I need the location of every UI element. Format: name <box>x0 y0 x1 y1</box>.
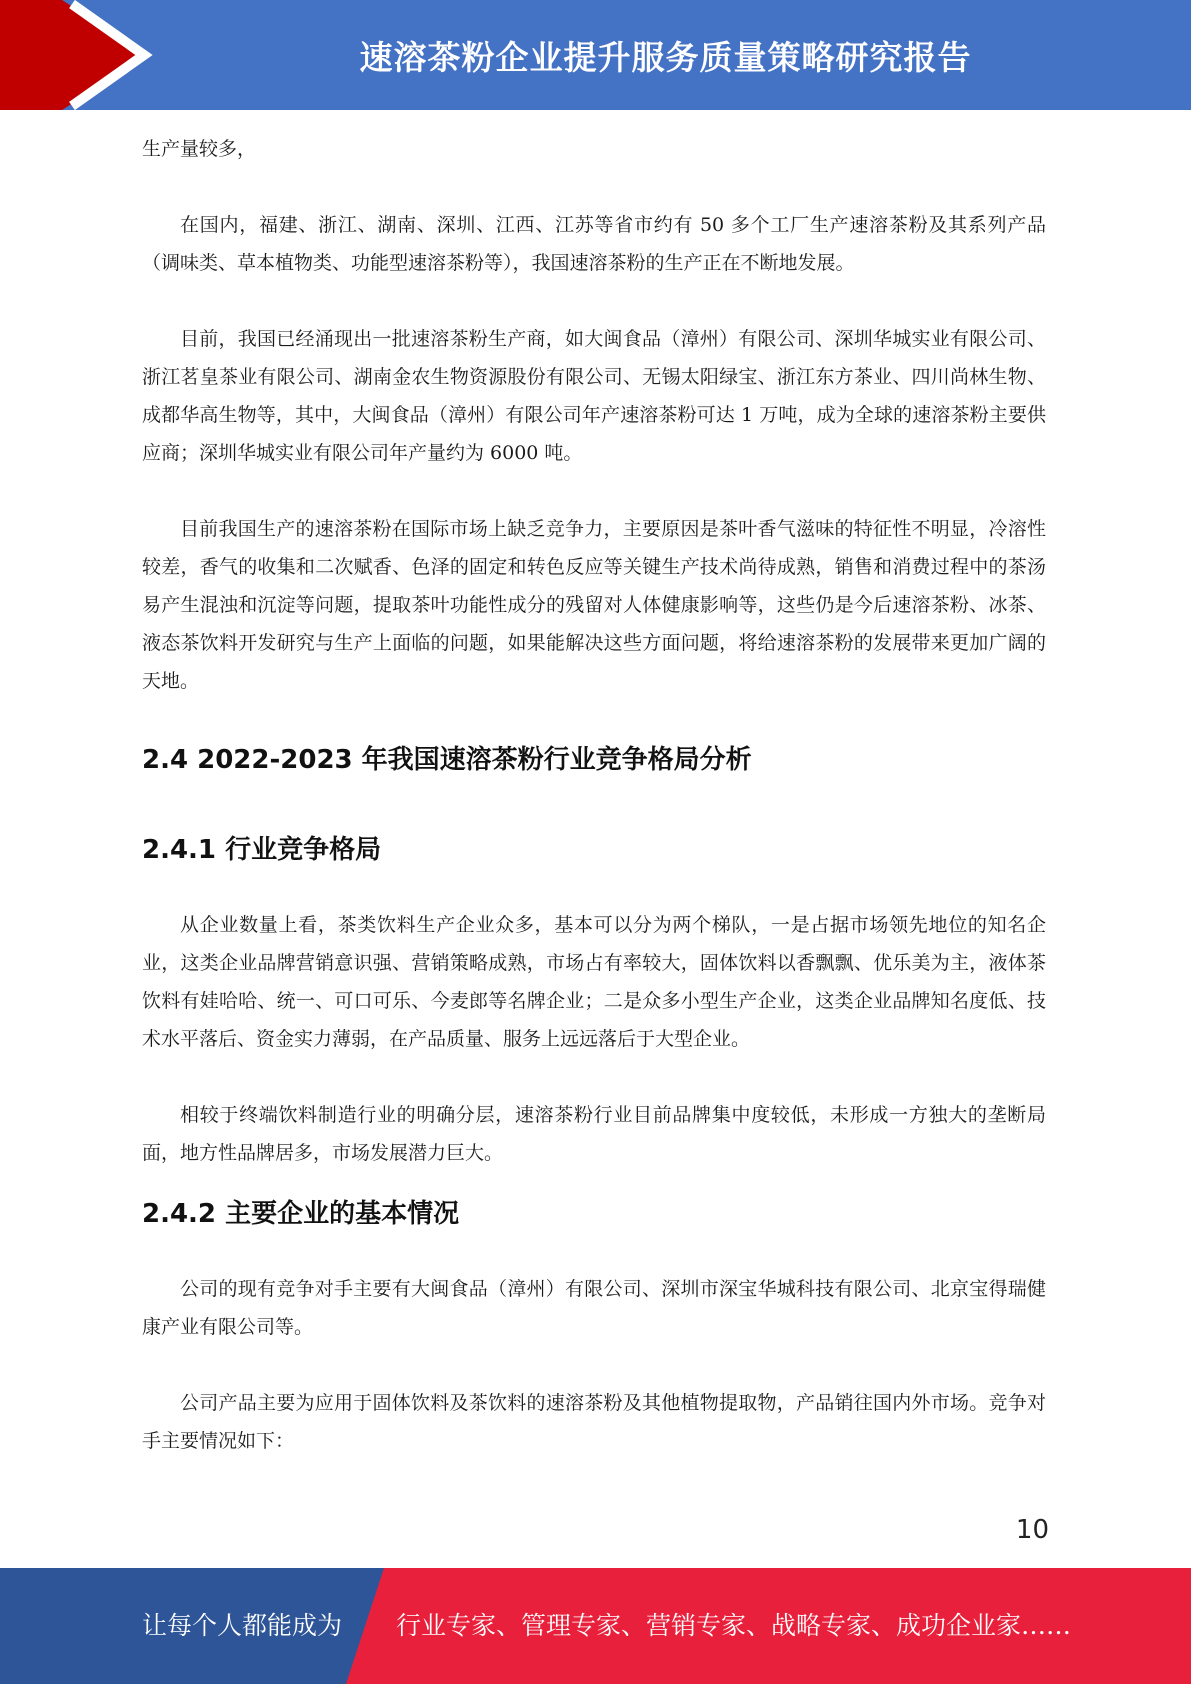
paragraph-competitiveness: 目前我国生产的速溶茶粉在国际市场上缺乏竞争力，主要原因是茶叶香气滋味的特征性不明显，冷溶性较差，香气的收集和二次赋香、色泽的固定和转色反应等关键生产技术尚待成熟，销售和消费过程中的茶汤易产生混浊和沉淀等问题，提取茶叶功能性成分的残留对人体健康影响等，这些仍是今后速溶茶粉、冰茶、液态茶饮料开发研究与生产上面临的问题，如果能解决这些方面问题，将给速溶茶粉的发展带来更加广阔的天地。 <box>142 518 1046 692</box>
page-header <box>0 0 1191 110</box>
paragraph-competitors: 公司的现有竞争对手主要有大闽食品（漳州）有限公司、深圳市深宝华城科技有限公司、北京宝得瑞健康产业有限公司等。 <box>142 1278 1046 1338</box>
report-title: 速溶茶粉企业提升服务质量策略研究报告 <box>359 37 972 77</box>
section-heading-2-4-2: 2.4.2 主要企业的基本情况 <box>142 1199 460 1229</box>
footer-slogan-left: 让每个人都能成为 <box>142 1611 343 1640</box>
paragraph-continuation: 生产量较多， <box>142 138 257 160</box>
page-content <box>142 130 1046 1460</box>
paragraph-industry-tiers: 从企业数量上看，茶类饮料生产企业众多，基本可以分为两个梯队，一是占据市场领先地位的知名企业，这类企业品牌营销意识强、营销策略成熟，市场占有率较大，固体饮料以香飘飘、优乐美为主，液体茶饮料有娃哈哈、统一、可口可乐、今麦郎等名牌企业；二是众多小型生产企业，这类企业品牌知名度低、技术水平落后、资金实力薄弱，在产品质量、服务上远远落后于大型企业。 <box>142 914 1046 1050</box>
page-footer <box>0 1568 1191 1684</box>
section-heading-2-4-1: 2.4.1 行业竞争格局 <box>142 835 382 865</box>
paragraph-brand-concentration: 相较于终端饮料制造行业的明确分层，速溶茶粉行业目前品牌集中度较低，未形成一方独大的垄断局面，地方性品牌居多，市场发展潜力巨大。 <box>142 1104 1046 1164</box>
paragraph-products: 公司产品主要为应用于固体饮料及茶饮料的速溶茶粉及其他植物提取物，产品销往国内外市场。竞争对手主要情况如下： <box>142 1392 1046 1452</box>
paragraph-producers: 目前，我国已经涌现出一批速溶茶粉生产商，如大闽食品（漳州）有限公司、深圳华城实业有限公司、浙江茗皇茶业有限公司、湖南金农生物资源股份有限公司、无锡太阳绿宝、浙江东方茶业、四川尚林生物、成都华高生物等，其中，大闽食品（漳州）有限公司年产速溶茶粉可达 1 万吨，成为全球的速溶茶粉主要供应商；深圳华城实业有限公司年产量约为 6000 吨。 <box>142 328 1046 464</box>
footer-slogan-right: 行业专家、管理专家、营销专家、战略专家、成功企业家…… <box>396 1611 1072 1640</box>
section-heading-2-4: 2.4 2022-2023 年我国速溶茶粉行业竞争格局分析 <box>142 745 752 775</box>
paragraph-domestic-production: 在国内，福建、浙江、湖南、深圳、江西、江苏等省市约有 50 多个工厂生产速溶茶粉及其系列产品（调味类、草本植物类、功能型速溶茶粉等），我国速溶茶粉的生产正在不断地发展。 <box>142 214 1046 274</box>
page-number: 10 <box>1015 1515 1049 1545</box>
